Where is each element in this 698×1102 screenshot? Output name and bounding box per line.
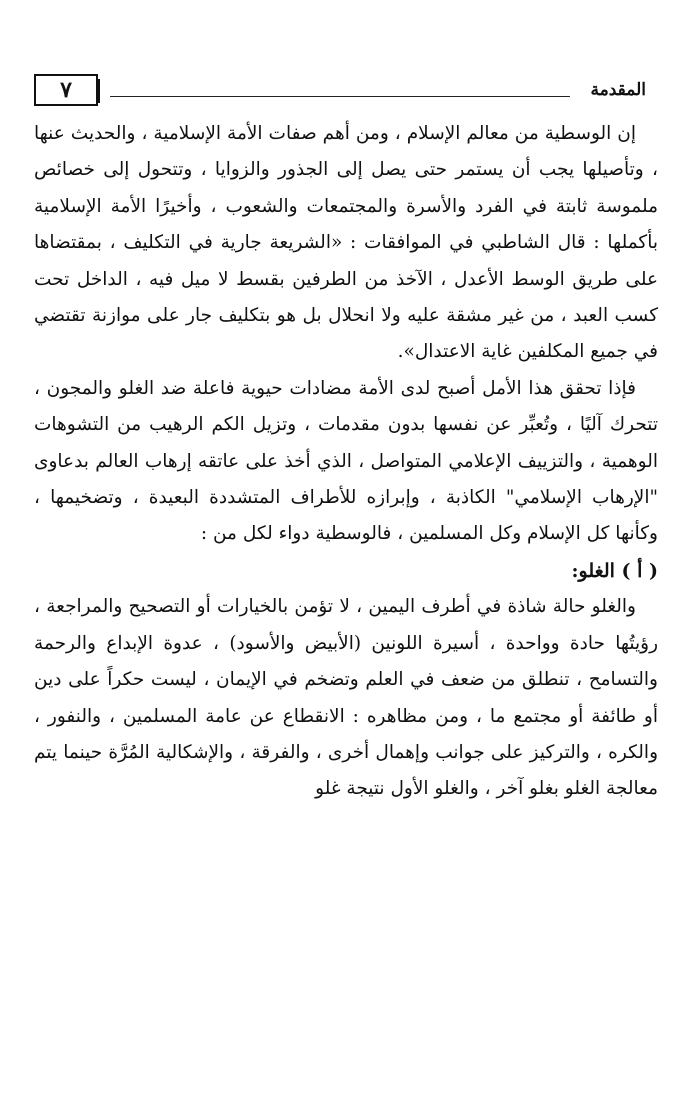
page-number: ٧ xyxy=(60,77,72,103)
section-title: المقدمة xyxy=(590,80,646,100)
running-header xyxy=(34,74,646,108)
paragraph-ghuluw: والغلو حالة شاذة في أطرف اليمين ، لا تؤمن بالخيارات أو التصحيح والمراجعة ، رؤيتُها حادة وواحدة ، أسيرة اللونين (الأبيض والأسود) ، عدوة الإبداع والرحمة والتسامح ، تنطلق من ضعف في العلم وتضخم في الإيمان ، ليست حكراً على دين أو طائفة أو مجتمع ما ، ومن مظاهره : الانقطاع عن عامة المسلمين ، والنفور ، والكره ، والتركيز على جوانب وإهمال أخرى ، والفرقة ، والإشكالية المُرَّة حينما يتم معالجة الغلو بغلو آخر ، والغلو الأول نتيجة غلو xyxy=(34,596,658,800)
paragraph-wasatiyya: إن الوسطية من معالم الإسلام ، ومن أهم صفات الأمة الإسلامية ، والحديث عنها ، وتأصيلها يجب أن يستمر حتى يصل إلى الجذور والزوايا ، وتتحول إلى خصائص ملموسة ثابتة في الفرد والأسرة والمجتمعات والشعوب ، وأخيرًا الأمة الإسلامية بأكملها : قال الشاطبي في الموافقات : «الشريعة جارية في التكليف ، بمقتضاها على طريق الوسط الأعدل ، الآخذ من الطرفين بقسط لا ميل فيه ، الداخل تحت كسب العبد ، من غير مشقة عليه ولا انحلال بل هو بتكليف جار على موازنة تقتضي في جميع المكلفين غاية الاعتدال». xyxy=(34,123,658,363)
body-text xyxy=(34,116,658,808)
subheading-ghuluw: ( أ ) الغلو: xyxy=(571,559,658,582)
paragraph-antibodies: فإذا تحقق هذا الأمل أصبح لدى الأمة مضادات حيوية فاعلة ضد الغلو والمجون ، تتحرك آليًا ، وتُعبِّر عن نفسها بدون مقدمات ، وتزيل الكم الرهيب من التشوهات الوهمية ، والتزييف الإعلامي المتواصل ، الذي أخذ على عاتقه إرهاب العالم بدعاوى "الإرهاب الإسلامي" الكاذبة ، وإبرازه للأطراف المتشددة البعيدة ، وتضخيمها ، وكأنها كل الإسلام وكل المسلمين ، فالوسطية دواء لكل من : xyxy=(34,377,658,545)
page-number-box xyxy=(34,74,98,106)
header-rule xyxy=(110,96,570,97)
